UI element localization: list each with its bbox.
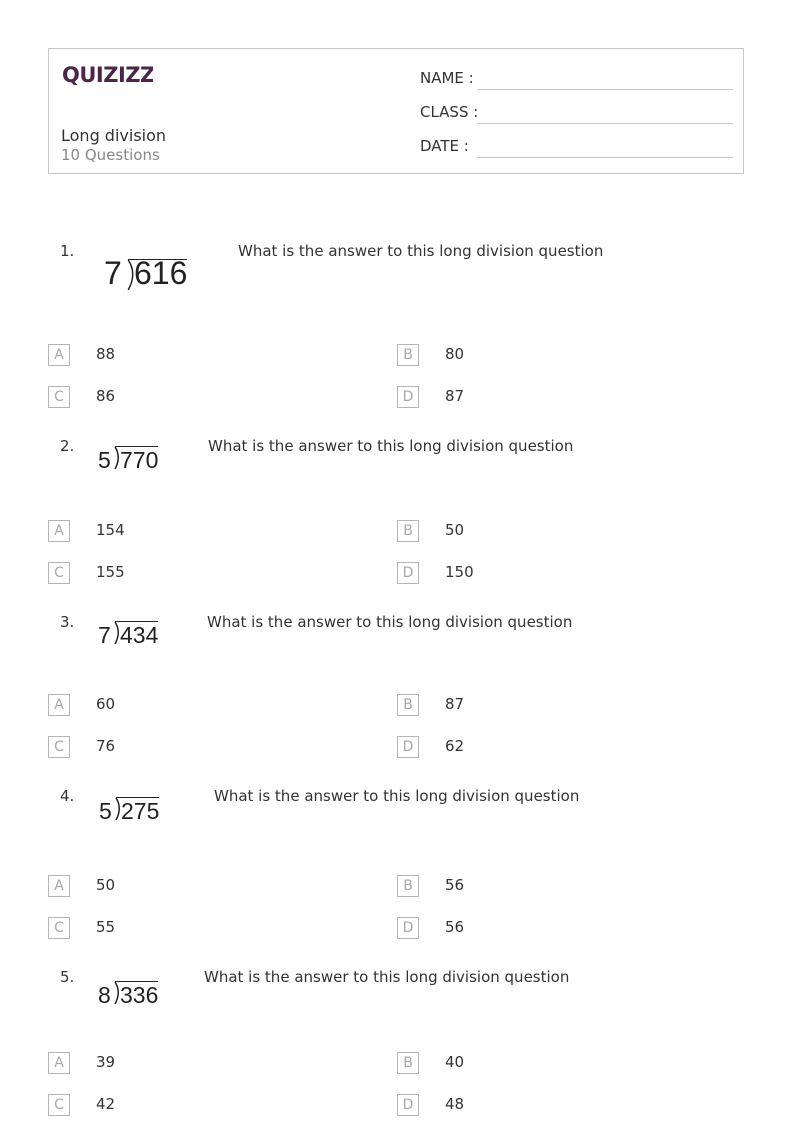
dividend-bar [115,981,158,982]
option-text: 55 [96,918,116,936]
option-letter-box[interactable]: B [397,875,419,897]
divisor: 7 [98,622,111,648]
option-text: 56 [445,918,465,936]
question-text: What is the answer to this long division question [204,968,570,986]
name-line[interactable] [477,89,733,90]
option-letter-box[interactable]: C [48,386,70,408]
option-letter-box[interactable]: A [48,1052,70,1074]
dividend: 434 [120,622,159,648]
dividend-bar [116,797,159,798]
option-letter-box[interactable]: C [48,736,70,758]
dividend: 616 [134,255,188,291]
option-text: 39 [96,1053,116,1071]
option-text: 60 [96,695,116,713]
option-text: 80 [445,345,465,363]
option-letter-box[interactable]: C [48,917,70,939]
date-label: DATE : [420,137,469,155]
question-text: What is the answer to this long division question [238,242,604,260]
worksheet-title: Long division [61,126,167,145]
dividend: 336 [120,982,159,1008]
option-letter-box[interactable]: D [397,736,419,758]
option-text: 154 [96,521,125,539]
option-letter-box[interactable]: A [48,694,70,716]
option-letter-box[interactable]: D [397,1094,419,1116]
svg-text:QUIZIZZ: QUIZIZZ [62,63,153,87]
option-text: 86 [96,387,116,405]
worksheet-header [48,48,744,174]
option-text: 50 [445,521,465,539]
question-number: 5. [60,968,75,986]
option-letter-box[interactable]: B [397,694,419,716]
option-text: 87 [445,387,465,405]
question-count: 10 Questions [61,146,160,164]
quizizz-logo [61,59,153,93]
option-letter-box[interactable]: C [48,1094,70,1116]
option-text: 48 [445,1095,465,1113]
divisor: 5 [98,447,111,473]
class-label: CLASS : [420,103,479,121]
option-letter-box[interactable]: C [48,562,70,584]
option-letter-box[interactable]: A [48,520,70,542]
name-label: NAME : [420,69,474,87]
dividend-bar [128,259,187,260]
option-letter-box[interactable]: D [397,917,419,939]
divisor: 8 [98,982,111,1008]
option-letter-box[interactable]: B [397,1052,419,1074]
option-text: 76 [96,737,116,755]
option-letter-box[interactable]: D [397,562,419,584]
question-text: What is the answer to this long division question [207,613,573,631]
dividend: 275 [121,798,160,824]
option-text: 50 [96,876,116,894]
option-text: 40 [445,1053,465,1071]
question-text: What is the answer to this long division question [214,787,580,805]
option-letter-box[interactable]: A [48,344,70,366]
dividend: 770 [120,447,159,473]
date-line[interactable] [477,157,733,158]
option-letter-box[interactable]: B [397,344,419,366]
question-number: 2. [60,437,75,455]
option-text: 155 [96,563,125,581]
option-text: 62 [445,737,465,755]
option-letter-box[interactable]: A [48,875,70,897]
option-text: 150 [445,563,474,581]
divisor: 5 [99,798,112,824]
option-text: 88 [96,345,116,363]
dividend-bar [115,621,158,622]
question-number: 4. [60,787,75,805]
question-text: What is the answer to this long division question [208,437,574,455]
dividend-bar [115,446,158,447]
question-number: 1. [60,242,75,260]
question-number: 3. [60,613,75,631]
option-text: 56 [445,876,465,894]
option-letter-box[interactable]: D [397,386,419,408]
option-letter-box[interactable]: B [397,520,419,542]
divisor: 7 [104,255,122,291]
option-text: 42 [96,1095,116,1113]
option-text: 87 [445,695,465,713]
class-line[interactable] [477,123,733,124]
